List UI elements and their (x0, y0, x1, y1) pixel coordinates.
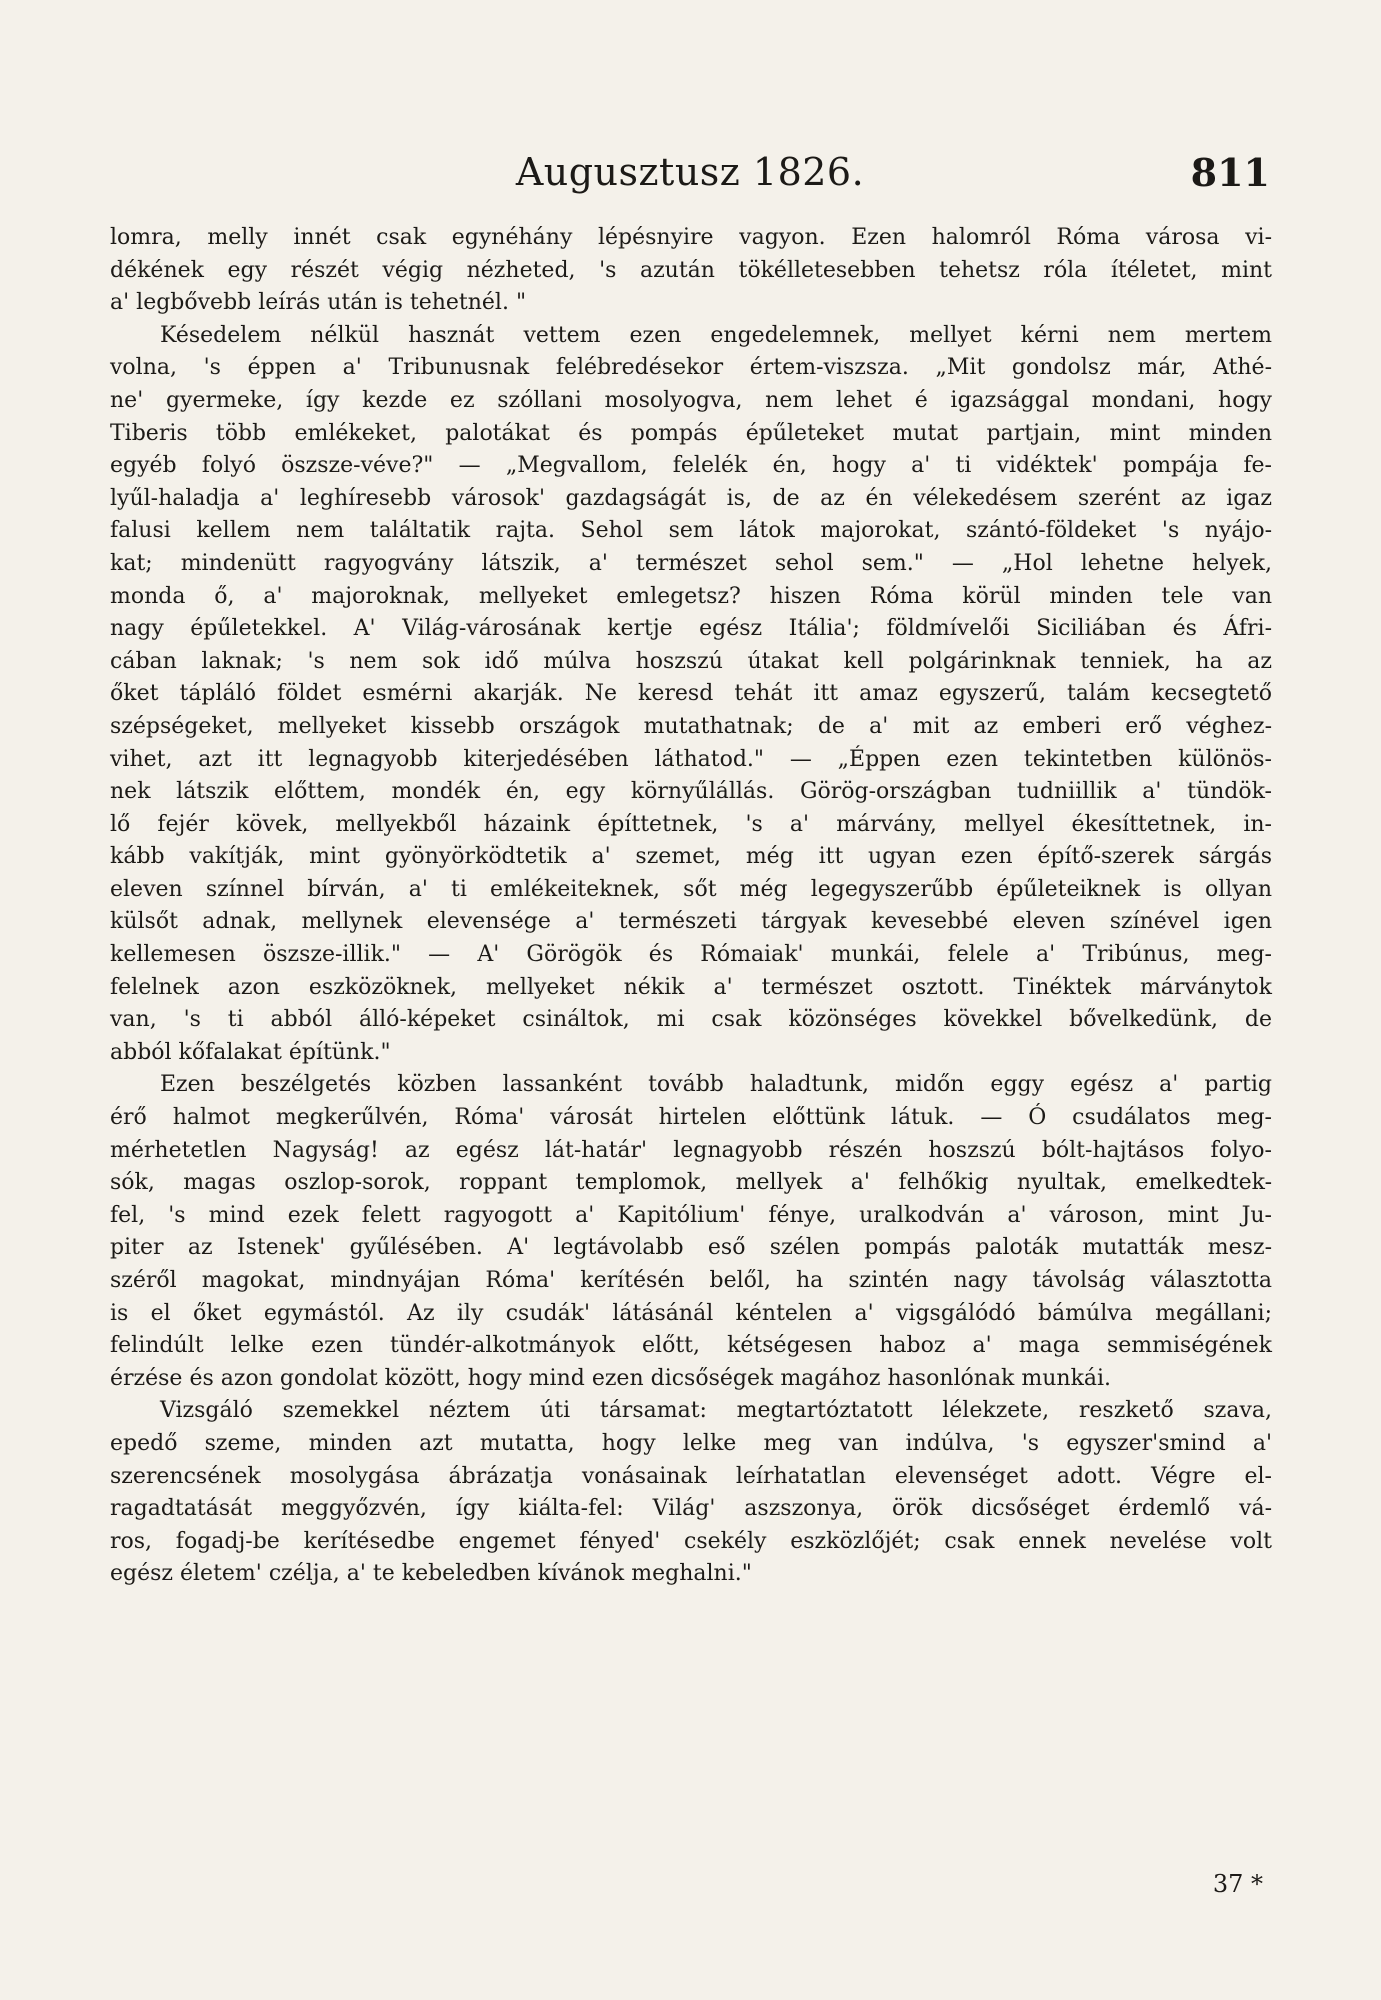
text-line: nagy épűletekkel. A' Világ-városának kertje egész Itália'; földmívelői Siciliában és Áfri- (110, 616, 1272, 642)
text-line: a' legbővebb leírás után is tehetnél. " (110, 290, 527, 316)
text-line: lő fejér kövek, mellyekből házaink építtetnek, 's a' márvány, mellyel ékesíttetnek, in- (110, 811, 1272, 837)
text-line: falusi kellem nem találtatik rajta. Sehol sem látok majorokat, szántó-földeket 's nyájo- (110, 518, 1272, 544)
text-line: ros, fogadj-be kerítésedbe engemet fényed' csekély eszközlőjét; csak ennek nevelése volt (110, 1528, 1272, 1554)
text-line: mérhetetlen Nagyság! az egész lát-határ' legnagyobb részén hoszszú bólt-hajtásos folyo- (110, 1137, 1272, 1163)
paragraph (110, 1395, 1272, 1591)
text-line: kellemesen öszsze-illik." — A' Görögök és Rómaiak' munkái, felele a' Tribúnus, meg- (110, 942, 1272, 968)
text-line: Ezen beszélgetés közben lassanként tovább haladtunk, midőn eggy egész a' partig (160, 1072, 1272, 1098)
text-line: dékének egy részét végig nézheted, 's azután tökélletesebben tehetsz róla ítéletet, mint (110, 257, 1272, 283)
text-line: van, 's ti abból álló-képeket csináltok, mi csak közönséges kövekkel bővelkedünk, de (110, 1007, 1272, 1033)
page-number: 811 (1190, 150, 1270, 195)
text-line: Késedelem nélkül hasznát vettem ezen engedelemnek, mellyet kérni nem mertem (160, 322, 1272, 348)
text-line: eleven színnel bírván, a' ti emlékeiteknek, sőt még legegyszerűbb épűleteiknek is ollyan (110, 876, 1272, 902)
text-line: kább vakítják, mint gyönyörködtetik a' szemet, még itt ugyan ezen építő-szerek sárgás (110, 844, 1272, 870)
text-line: külsőt adnak, mellynek elevensége a' természeti tárgyak kevesebbé eleven színével igen (110, 909, 1272, 935)
text-line: ne' gyermeke, így kezde ez szóllani mosolyogva, nem lehet é igazsággal mondani, hogy (110, 387, 1272, 413)
text-line: is el őket egymástól. Az ily csudák' látásánál kéntelen a' vigsgálódó bámúlva megállani; (110, 1300, 1272, 1326)
text-line: abból kőfalakat építünk." (110, 1039, 391, 1065)
body-text (110, 222, 1272, 1591)
text-line: ragadtatását meggyőzvén, így kiálta-fel: Világ' aszszonya, örök dicsőséget érdemlő vá- (110, 1496, 1272, 1522)
running-title: Augusztusz 1826. (515, 150, 865, 194)
text-line: érzése és azon gondolat között, hogy mind ezen dicsőségek magához hasonlónak munkái. (110, 1365, 1112, 1391)
printer-signature: 37 * (1212, 1870, 1263, 1898)
text-line: széről magokat, mindnyájan Róma' kerítésén belől, ha szintén nagy távolság választotta (110, 1268, 1272, 1293)
text-line: egyéb folyó öszsze-véve?" — „Megvallom, felelék én, hogy a' ti vidéktek' pompája fe- (110, 453, 1272, 479)
text-line: egész életem' czélja, a' te kebeledben kívánok meghalni." (110, 1561, 752, 1587)
text-line: epedő szeme, minden azt mutatta, hogy lelke meg van indúlva, 's egyszer'smind a' (110, 1430, 1272, 1456)
text-line: szépségeket, mellyeket kissebb országok mutathatnak; de a' mit az emberi erő véghez- (110, 713, 1272, 739)
text-line: fel, 's mind ezek felett ragyogott a' Kapitólium' fénye, uralkodván a' városon, mint Ju- (110, 1202, 1272, 1228)
text-line: lomra, melly innét csak egynéhány lépésnyire vagyon. Ezen halomról Róma városa vi- (110, 225, 1272, 250)
text-line: lyűl-haladja a' leghíresebb városok' gazdagságát is, de az én vélekedésem szerént az igaz (110, 485, 1272, 511)
running-head (110, 150, 1270, 210)
text-line: kat; mindenütt ragyogvány látszik, a' természet sehol sem." — „Hol lehetne helyek, (110, 550, 1272, 576)
paragraph (110, 320, 1272, 1070)
text-line: cában laknak; 's nem sok idő múlva hoszszú útakat kell polgárinknak tenniek, ha az (110, 648, 1272, 674)
text-line: piter az Istenek' gyűlésében. A' legtávolabb eső szélen pompás paloták mutatták mesz- (110, 1235, 1272, 1261)
text-line: érő halmot megkerűlvén, Róma' városát hirtelen előttünk látuk. — Ó csudálatos meg- (110, 1105, 1272, 1131)
text-line: felelnek azon eszközöknek, mellyeket nékik a' természet osztott. Tinéktek márványtok (110, 974, 1272, 1000)
text-line: felindúlt lelke ezen tündér-alkotmányok előtt, kétségesen haboz a' maga semmiségének (110, 1333, 1272, 1359)
text-line: nek látszik előttem, mondék én, egy környűlállás. Görög-országban tudniillik a' tündök- (110, 779, 1272, 805)
text-line: sók, magas oszlop-sorok, roppant templomok, mellyek a' felhőkig nyultak, emelkedtek- (110, 1170, 1272, 1196)
paragraph (110, 222, 1272, 320)
text-line: őket tápláló földet esmérni akarják. Ne keresd tehát itt amaz egyszerű, talám kecsegtető (110, 681, 1272, 707)
text-line: monda ő, a' majoroknak, mellyeket emlegetsz? hiszen Róma körül minden tele van (110, 583, 1272, 609)
text-line: volna, 's éppen a' Tribunusnak felébredésekor értem-viszsza. „Mit gondolsz már, Athé- (110, 355, 1272, 381)
text-line: vihet, azt itt legnagyobb kiterjedésében láthatod." — „Éppen ezen tekintetben különös- (110, 746, 1272, 772)
text-line: szerencsének mosolygása ábrázatja vonásainak leírhatatlan elevenséget adott. Végre el- (110, 1463, 1272, 1489)
text-line: Vizsgáló szemekkel néztem úti társamat: megtartóztatott lélekzete, reszkető szava, (160, 1398, 1272, 1424)
text-line: Tiberis több emlékeket, palotákat és pompás épűleteket mutat partjain, mint minden (110, 420, 1272, 446)
paragraph (110, 1069, 1272, 1395)
